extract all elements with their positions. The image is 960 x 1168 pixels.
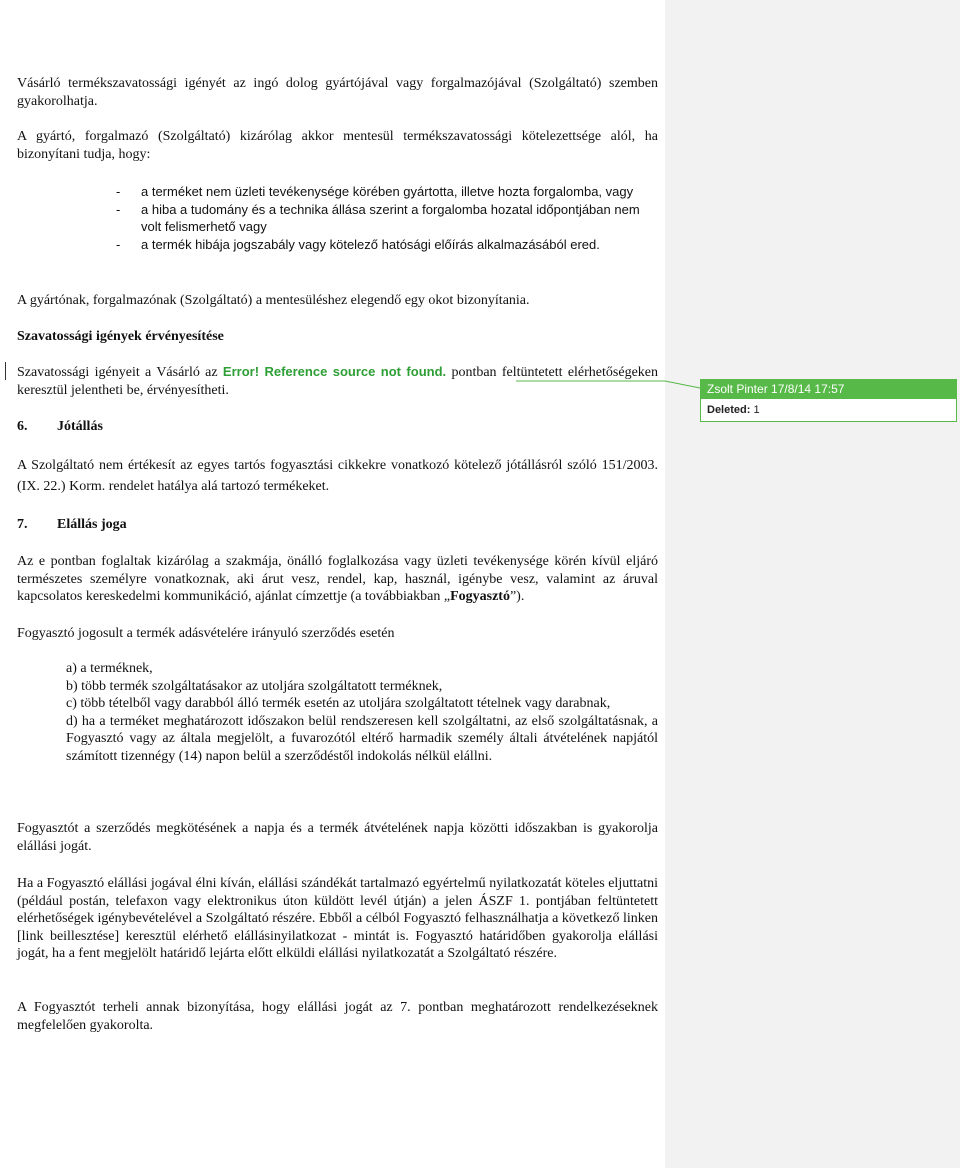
def-term-bold: Fogyasztó: [450, 589, 510, 604]
error-reference[interactable]: Error! Reference source not found.: [222, 364, 447, 379]
szav-text-start: Szavatossági igényeit a Vásárló az: [17, 365, 223, 380]
section-7-heading: [17, 516, 127, 534]
section-number: 7.: [17, 517, 28, 532]
exemption-list: [116, 183, 661, 253]
list-item-text: a hiba a tudomány és a technika állása szerint a forgalomba hozatal időpontjában nem volt felismerhető vagy: [141, 201, 640, 234]
comments-margin: [665, 0, 960, 1168]
heading-szavatossagi: Szavatossági igények érvényesítése: [17, 329, 224, 344]
revision-bar: [5, 362, 6, 380]
section-6-heading: [17, 418, 103, 436]
deleted-value: 1: [753, 404, 760, 416]
list-dash: -: [116, 184, 121, 199]
deleted-label: Deleted:: [707, 404, 751, 416]
list-item: d) ha a terméket meghatározott időszakon belül rendszeresen kell szolgáltatni, az első szolgáltatásnak, a Fogyasztó vagy az általa megjelölt, a fuvarozótól eltérő harmadik személy általi átvételének napjától számított tizennégy (14) napon belül a szerződéstől indokolás nélkül elállni.: [66, 713, 658, 764]
paragraph-szavatossagi: [17, 363, 658, 399]
list-item-text: a termék hibája jogszabály vagy kötelező hatósági előírás alkalmazásából ered.: [141, 236, 600, 252]
paragraph-intro: Vásárló termékszavatossági igényét az ingó dolog gyártójával vagy forgalmazójával (Szolgáltató) szemben gyakorolhatja.: [17, 76, 658, 109]
section-title: Jótállás: [57, 419, 103, 434]
comment-author-time: Zsolt Pinter 17/8/14 17:57: [701, 380, 956, 399]
list-item: c) több tételből vagy darabból álló termék esetén az utoljára szolgáltatott tételnek vagy darabnak,: [66, 696, 611, 711]
paragraph-elallas-nyilatkozat: Ha a Fogyasztó elállási jogával élni kíván, elállási szándékát tartalmazó egyértelmű nyilatkozatát köteles eljuttatni (például postán, telefaxon vagy elektronikus úton küldött levél útján) a jelen ÁSZF 1. pontjában feltüntetett elérhetőségek igénybevételével a Szolgáltató részére. Ebből a célból Fogyasztó felhasználhatja a következő linken [link beillesztése] keresztül elérhető elállásinyilatkozat - mintát is. Fogyasztó határidőben gyakorolja elállási jogát, ha a fent megjelölt határidő lejárta előtt elküldi elállási nyilatkozatát a Szolgáltató részére.: [17, 876, 658, 961]
paragraph-gyarto: A gyártó, forgalmazó (Szolgáltató) kizárólag akkor mentesül termékszavatossági kötelezettsége alól, ha bizonyítani tudja, hogy:: [17, 129, 658, 162]
paragraph-fogyaszto-def: [17, 553, 658, 606]
comment-body: [701, 399, 956, 421]
def-text-start: Az e pontban foglaltak kizárólag a szakmája, önálló foglalkozása vagy üzleti tevékenysége körén kívül eljáró természetes személyre vonatkoznak, aki árut vesz, rendel, kap, használ, igénybe vesz, valamint az áruval kapcsolatos kereskedelmi kommunikáció, ajánlat címzettje (a továbbiakban „: [17, 554, 658, 604]
list-item: [116, 201, 661, 236]
list-item: [116, 236, 661, 254]
list-item: a) a terméknek,: [66, 661, 153, 676]
def-text-end: ”).: [509, 589, 525, 604]
section-title: Elállás joga: [57, 517, 127, 532]
paragraph-jotallas: A Szolgáltató nem értékesít az egyes tartós fogyasztási cikkekre vonatkozó kötelező jótállásról szóló 151/2003. (IX. 22.) Korm. rendelet hatálya alá tartozó termékeket.: [17, 458, 658, 494]
list-dash: -: [116, 201, 121, 217]
szav-text-end: pontban feltüntetett elérhetőségeken keresztül jelentheti be, érvényesítheti.: [17, 365, 658, 398]
section-number: 6.: [17, 419, 28, 434]
paragraph-mentesules: A gyártónak, forgalmazónak (Szolgáltató) a mentesüléshez elegendő egy okot bizonyítania.: [17, 293, 530, 308]
revision-comment[interactable]: [700, 379, 957, 422]
paragraph-megkotes: Fogyasztót a szerződés megkötésének a napja és a termék átvételének napja közötti időszakban is gyakorolja elállási jogát.: [17, 821, 658, 854]
list-item: [116, 183, 661, 201]
withdrawal-cases-list: [66, 660, 658, 765]
paragraph-bizonyitas: A Fogyasztót terheli annak bizonyítása, hogy elállási jogát az 7. pontban meghatározott rendelkezéseknek megfelelően gyakorolta.: [17, 1000, 658, 1033]
list-item: b) több termék szolgáltatásakor az utoljára szolgáltatott terméknek,: [66, 678, 443, 694]
list-dash: -: [116, 236, 121, 252]
paragraph-jogosult: Fogyasztó jogosult a termék adásvételére irányuló szerződés esetén: [17, 626, 395, 641]
list-item-text: a terméket nem üzleti tevékenysége körében gyártotta, illetve hozta forgalomba, vagy: [141, 184, 634, 199]
